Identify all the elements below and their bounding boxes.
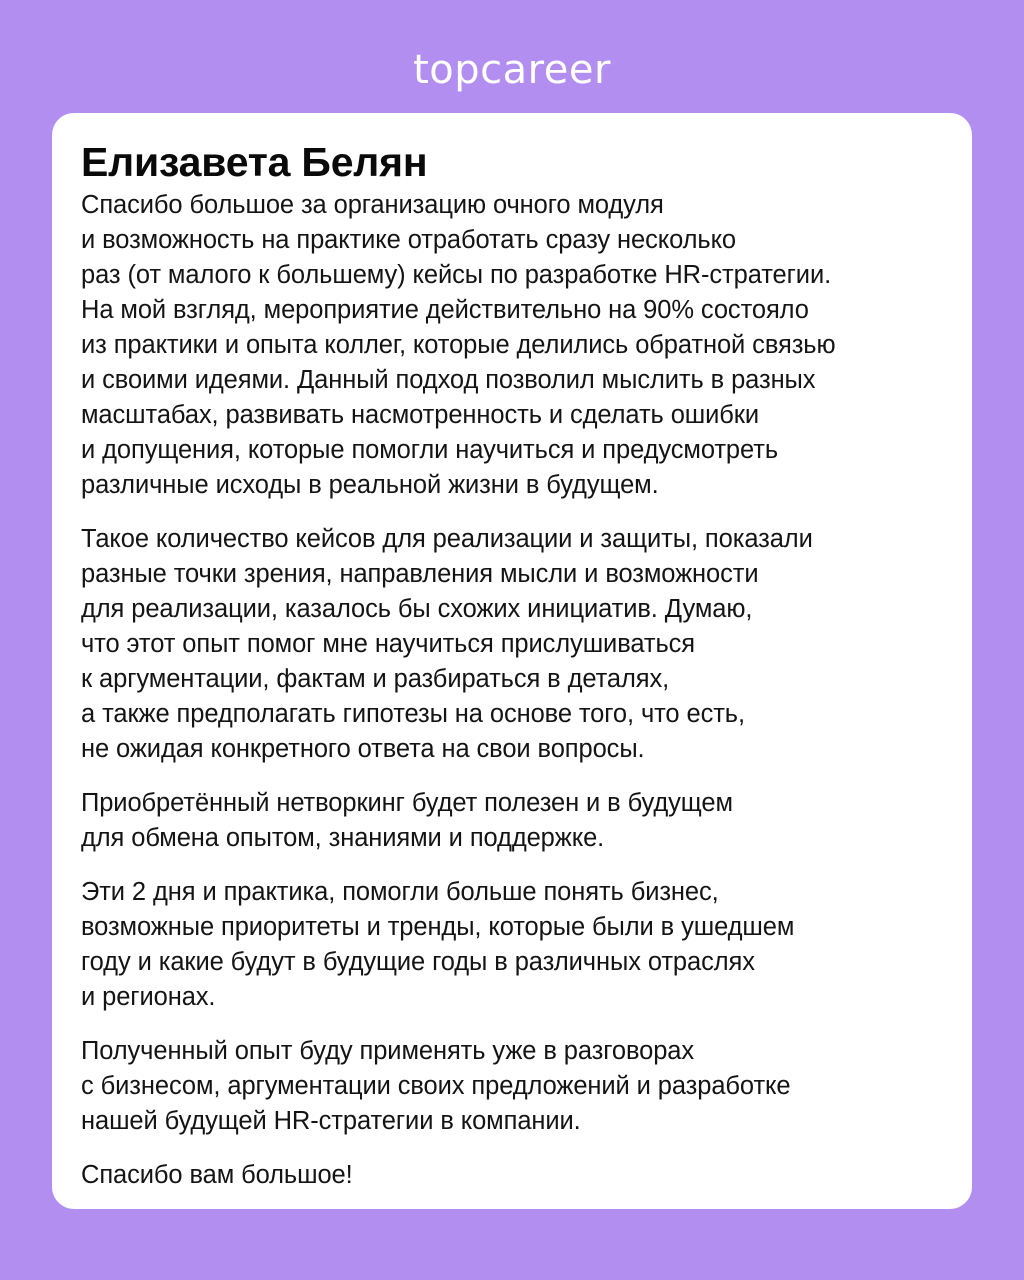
review-paragraph-2 bbox=[81, 522, 952, 767]
review-card bbox=[52, 113, 972, 1209]
text-line: различные исходы в реальной жизни в будущем. bbox=[81, 471, 659, 499]
text-line: Приобретённый нетворкинг будет полезен и в будущем bbox=[81, 789, 733, 817]
text-line: Спасибо вам большое! bbox=[81, 1161, 353, 1189]
text-line: и допущения, которые помогли научиться и предусмотреть bbox=[81, 436, 779, 464]
brand-logo: topcareer bbox=[413, 47, 611, 93]
text-line: не ожидая конкретного ответа на свои вопросы. bbox=[81, 735, 645, 763]
text-line: с бизнесом, аргументации своих предложений и разработке bbox=[81, 1072, 791, 1100]
text-line: и возможность на практике отработать сразу несколько bbox=[81, 226, 737, 254]
text-line: а также предполагать гипотезы на основе того, что есть, bbox=[81, 700, 745, 728]
text-line: из практики и опыта коллег, которые делились обратной связью bbox=[81, 331, 836, 359]
review-paragraph-4 bbox=[81, 875, 952, 1015]
text-line: возможные приоритеты и тренды, которые были в ушедшем bbox=[81, 913, 795, 941]
text-line: Эти 2 дня и практика, помогли больше понять бизнес, bbox=[81, 878, 719, 906]
text-line: Такое количество кейсов для реализации и защиты, показали bbox=[81, 525, 813, 553]
text-line: для обмена опытом, знаниями и поддержке. bbox=[81, 824, 605, 852]
text-line: к аргументации, фактам и разбираться в деталях, bbox=[81, 665, 670, 693]
text-line: что этот опыт помог мне научиться прислушиваться bbox=[81, 630, 696, 658]
text-line: нашей будущей HR-стратегии в компании. bbox=[81, 1107, 581, 1135]
text-line: На мой взгляд, мероприятие действительно на 90% состояло bbox=[81, 296, 809, 324]
review-paragraph-5 bbox=[81, 1034, 952, 1139]
text-line: для реализации, казалось бы схожих инициатив. Думаю, bbox=[81, 595, 753, 623]
review-closing bbox=[81, 1158, 952, 1193]
text-line: Спасибо большое за организацию очного модуля bbox=[81, 191, 664, 219]
text-line: и регионах. bbox=[81, 983, 216, 1011]
text-line: масштабах, развивать насмотренность и сделать ошибки bbox=[81, 401, 759, 429]
text-line: и своими идеями. Данный подход позволил мыслить в разных bbox=[81, 366, 816, 394]
text-line: Полученный опыт буду применять уже в разговорах bbox=[81, 1037, 695, 1065]
text-line: разные точки зрения, направления мысли и возможности bbox=[81, 560, 759, 588]
text-line: году и какие будут в будущие годы в различных отраслях bbox=[81, 948, 755, 976]
author-name: Елизавета Белян bbox=[81, 139, 428, 185]
review-paragraph-1 bbox=[81, 188, 952, 503]
review-paragraph-3 bbox=[81, 786, 952, 856]
text-line: раз (от малого к большему) кейсы по разработке HR-стратегии. bbox=[81, 261, 832, 289]
